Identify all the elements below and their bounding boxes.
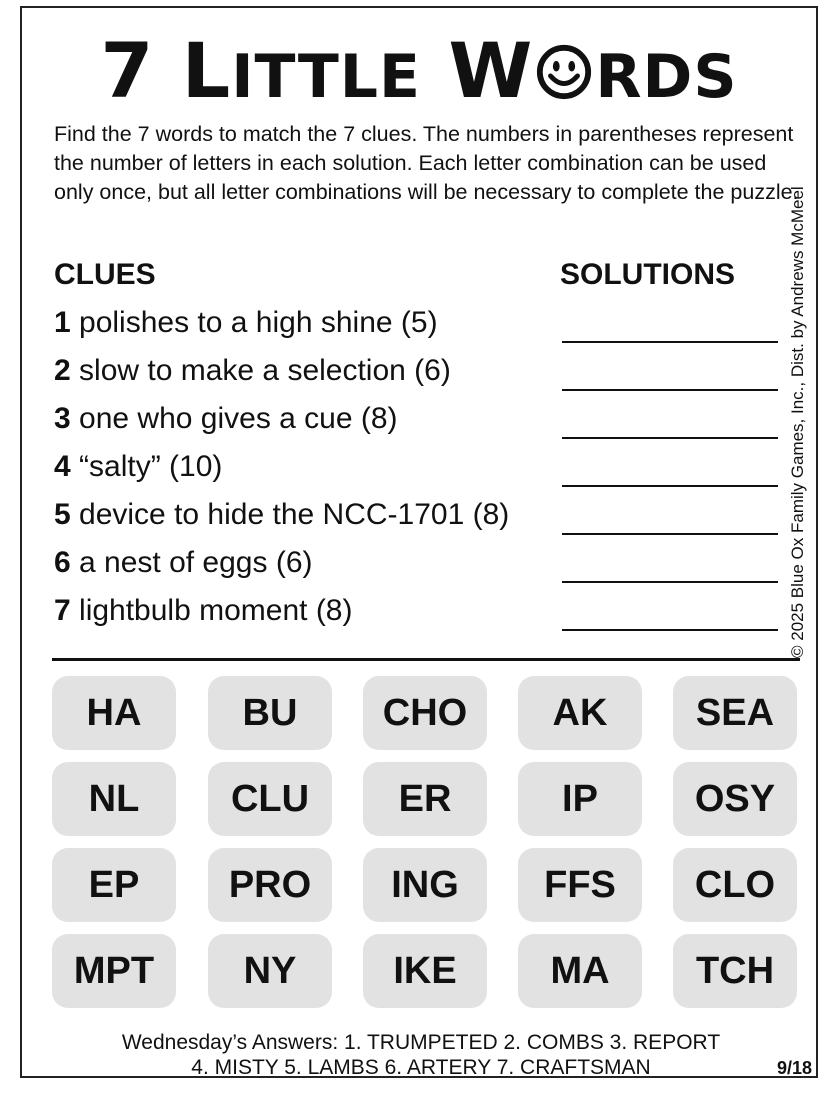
solution-blank-5[interactable] xyxy=(562,533,778,535)
letter-tile[interactable]: TCH xyxy=(673,934,797,1008)
letter-tile[interactable]: IP xyxy=(518,762,642,836)
solution-blank-2[interactable] xyxy=(562,389,778,391)
clue-4 xyxy=(54,450,222,484)
letter-tile[interactable]: NL xyxy=(52,762,176,836)
clue-number: 5 xyxy=(54,498,71,531)
clue-text: “salty” (10) xyxy=(70,450,223,483)
clue-number: 1 xyxy=(54,306,71,339)
clue-2 xyxy=(54,354,451,388)
letter-tile[interactable]: CHO xyxy=(363,676,487,750)
letter-tile[interactable]: EP xyxy=(52,848,176,922)
clue-text: a nest of eggs (6) xyxy=(70,546,313,579)
letter-tile[interactable]: HA xyxy=(52,676,176,750)
title-part-4: RDS xyxy=(595,42,738,112)
solution-blank-7[interactable] xyxy=(562,629,778,631)
smiley-icon xyxy=(535,43,593,101)
clue-number: 7 xyxy=(54,594,71,627)
solution-blank-1[interactable] xyxy=(562,341,778,343)
letter-tile[interactable]: NY xyxy=(208,934,332,1008)
clue-7 xyxy=(54,594,352,628)
puzzle-title xyxy=(22,26,816,122)
clue-3 xyxy=(54,402,398,436)
clue-number: 6 xyxy=(54,546,71,579)
previous-answers xyxy=(22,1030,820,1080)
section-divider xyxy=(52,658,800,661)
letter-tile[interactable]: SEA xyxy=(673,676,797,750)
title-part-1: 7 L xyxy=(100,26,232,115)
letter-tile[interactable]: MPT xyxy=(52,934,176,1008)
letter-tile[interactable]: CLO xyxy=(673,848,797,922)
solution-blank-4[interactable] xyxy=(562,485,778,487)
solutions-header: SOLUTIONS xyxy=(560,258,736,291)
title-part-3: W xyxy=(421,26,534,115)
letter-tile[interactable]: AK xyxy=(518,676,642,750)
puzzle-date: 9/18 xyxy=(777,1058,813,1078)
clue-number: 2 xyxy=(54,354,71,387)
clue-text: one who gives a cue (8) xyxy=(70,402,398,435)
puzzle-frame xyxy=(20,6,818,1078)
letter-tile[interactable]: ER xyxy=(363,762,487,836)
solution-blank-6[interactable] xyxy=(562,581,778,583)
clue-number: 3 xyxy=(54,402,71,435)
letter-tile[interactable]: BU xyxy=(208,676,332,750)
clue-6 xyxy=(54,546,313,580)
answers-line-1: Wednesday’s Answers: 1. TRUMPETED 2. COMBS 3. REPORT xyxy=(121,1031,721,1054)
letter-tile[interactable]: MA xyxy=(518,934,642,1008)
letter-tile[interactable]: OSY xyxy=(673,762,797,836)
clue-5 xyxy=(54,498,509,532)
clues-header: CLUES xyxy=(54,258,156,291)
copyright-notice: © 2025 Blue Ox Family Games, Inc., Dist. by Andrews McMeel xyxy=(788,186,807,658)
clue-text: device to hide the NCC-1701 (8) xyxy=(70,498,510,531)
answers-line-2: 4. MISTY 5. LAMBS 6. ARTERY 7. CRAFTSMAN xyxy=(191,1056,651,1079)
letter-tile[interactable]: ING xyxy=(363,848,487,922)
letter-tile[interactable]: PRO xyxy=(208,848,332,922)
title-part-2: ITTLE xyxy=(231,42,422,112)
clue-text: lightbulb moment (8) xyxy=(70,594,353,627)
clue-text: slow to make a selection (6) xyxy=(70,354,451,387)
solution-blank-3[interactable] xyxy=(562,437,778,439)
letter-tile[interactable]: IKE xyxy=(363,934,487,1008)
letter-tile[interactable]: FFS xyxy=(518,848,642,922)
clue-number: 4 xyxy=(54,450,71,483)
clue-1 xyxy=(54,306,438,340)
instructions: Find the 7 words to match the 7 clues. The numbers in parentheses represent the number of letters in each solution. Each letter combination can be used only once, but all letter combinations will be necessary to complete the puzzle. xyxy=(54,122,799,204)
clue-text: polishes to a high shine (5) xyxy=(70,306,438,339)
letter-tile[interactable]: CLU xyxy=(208,762,332,836)
